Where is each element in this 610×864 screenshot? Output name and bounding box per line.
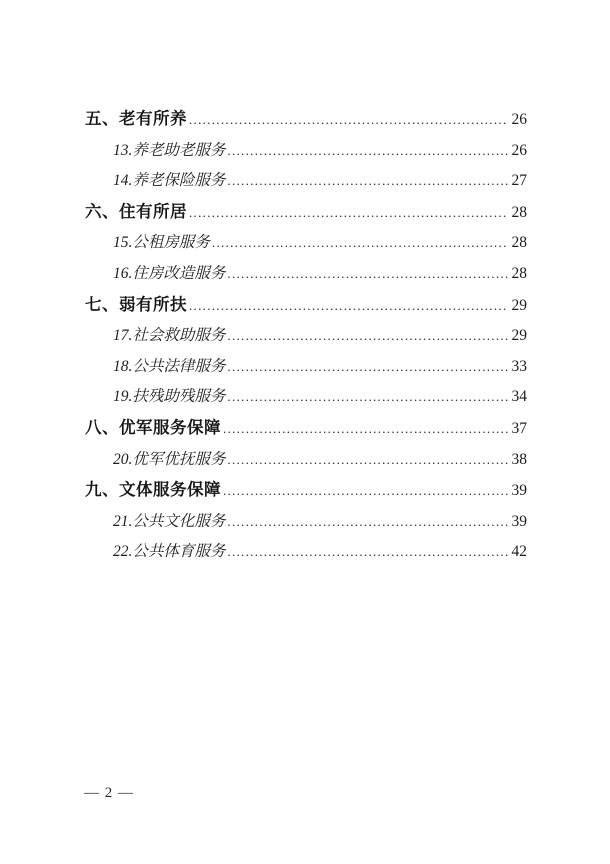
- dot-leader: [223, 476, 508, 507]
- toc-entry-label: 22.公共体育服务: [113, 543, 226, 561]
- toc-row: [85, 445, 527, 476]
- page-number-footer: — 2 —: [84, 785, 134, 801]
- dot-leader: [227, 382, 507, 413]
- toc-row: [85, 507, 527, 538]
- toc-entry-label: 16.住房改造服务: [113, 264, 226, 282]
- toc-row: [85, 166, 527, 197]
- dot-leader: [227, 136, 507, 167]
- toc-entry-label: 九、文体服务保障: [85, 481, 221, 500]
- toc-entry-label: 14.养老保险服务: [113, 172, 226, 190]
- toc-entry-page: 34: [511, 388, 527, 406]
- toc-entry-page: 28: [511, 264, 527, 282]
- toc-entry-label: 六、住有所居: [85, 202, 187, 221]
- dot-leader: [227, 259, 507, 290]
- dot-leader: [227, 507, 507, 538]
- toc-row: [85, 228, 527, 259]
- dot-leader: [227, 537, 507, 568]
- toc-entry-label: 17.社会救助服务: [113, 327, 226, 345]
- dot-leader: [227, 445, 507, 476]
- toc-row: [85, 259, 527, 290]
- toc-row: [85, 104, 527, 136]
- toc-entry-page: 33: [511, 357, 527, 375]
- toc-row: [85, 136, 527, 167]
- dot-leader: [189, 291, 508, 322]
- toc-entry-label: 18.公共法律服务: [113, 357, 226, 375]
- toc-entry-label: 19.扶残助残服务: [113, 388, 226, 406]
- toc-entry-page: 39: [511, 482, 527, 500]
- toc-entry-page: 26: [511, 111, 527, 128]
- toc-entry-label: 13.养老助老服务: [113, 141, 226, 159]
- toc-entry-label: 15.公租房服务: [113, 234, 210, 252]
- dot-leader: [189, 198, 508, 229]
- toc-entry-page: 28: [511, 203, 527, 221]
- toc-row: [85, 290, 527, 322]
- dot-leader: [223, 414, 508, 445]
- toc-entry-page: 38: [511, 450, 527, 468]
- toc-entry-page: 27: [511, 172, 527, 190]
- toc-row: [85, 475, 527, 507]
- dot-leader: [227, 352, 507, 383]
- toc-row: [85, 537, 527, 568]
- toc-entry-page: 28: [511, 234, 527, 252]
- toc-entry-label: 21.公共文化服务: [113, 512, 226, 530]
- toc-row: [85, 413, 527, 445]
- toc-entry-page: 39: [511, 512, 527, 530]
- toc-row: [85, 321, 527, 352]
- toc-entry-page: 26: [511, 141, 527, 159]
- toc-entry-label: 20.优军优抚服务: [113, 450, 226, 468]
- toc-entry-page: 37: [511, 419, 527, 437]
- toc-row: [85, 352, 527, 383]
- dot-leader: [212, 228, 508, 259]
- toc-entry-label: 五、老有所养: [85, 110, 187, 128]
- toc-entry-page: 29: [511, 327, 527, 345]
- dot-leader: [227, 166, 507, 197]
- toc-entry-label: 八、优军服务保障: [85, 418, 221, 437]
- toc-row: [85, 197, 527, 229]
- dot-leader: [227, 321, 507, 352]
- toc-entry-page: 42: [511, 543, 527, 561]
- toc-row: [85, 382, 527, 413]
- dot-leader: [189, 105, 508, 136]
- toc-entry-label: 七、弱有所扶: [85, 295, 187, 314]
- table-of-contents: [85, 104, 527, 568]
- toc-entry-page: 29: [511, 296, 527, 314]
